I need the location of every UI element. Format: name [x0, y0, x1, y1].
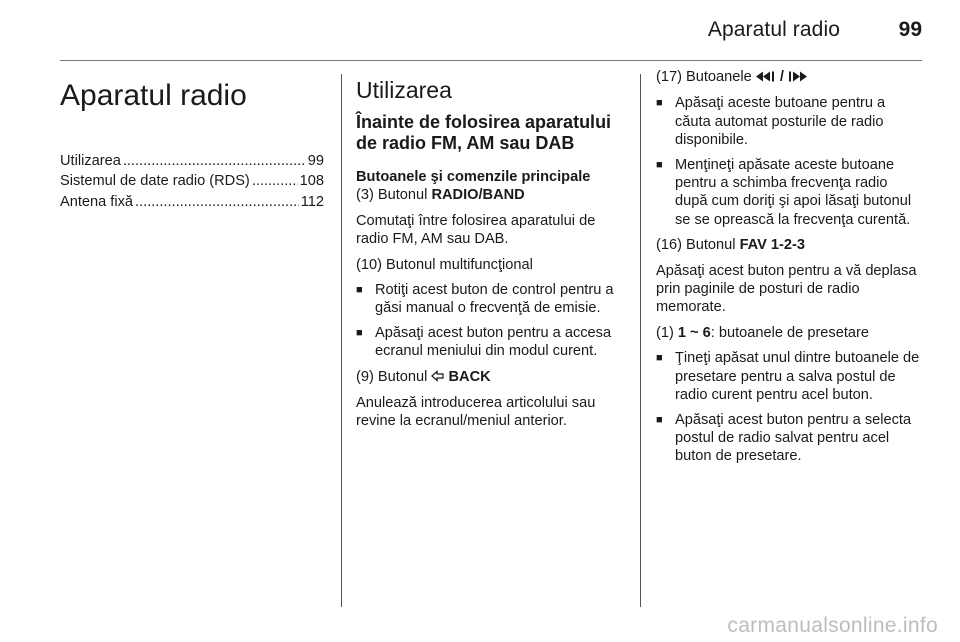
back-label [356, 368, 624, 387]
toc-leader [135, 193, 299, 211]
toc-label: Utilizarea [60, 153, 121, 169]
presets-suffix: : butoanele de presetare [710, 324, 869, 341]
header-page-number: 99 [898, 18, 922, 41]
fav-description: Apăsaţi acest buton pentru a vă deplasa prin paginile de posturi de radio memorate. [656, 262, 917, 316]
column-divider [341, 74, 342, 607]
radio-band-prefix: (3) Butonul [356, 187, 432, 204]
list-item: ■ Apăsaţi acest buton pentru a selecta postul de radio salvat pentru acel buton de presetare. [656, 411, 924, 466]
toc-entry[interactable] [60, 172, 324, 190]
toc-leader [123, 152, 306, 170]
seek-list [656, 94, 924, 229]
section-title: Utilizarea [356, 77, 452, 103]
list-item: ■ Apăsaţi acest buton pentru a accesa ecranul meniului din modul curent. [356, 324, 624, 361]
radio-band-label [356, 186, 624, 204]
list-item: ■ Rotiţi acest buton de control pentru a găsi manual o frecvenţă de emisie. [356, 281, 624, 318]
header-title: Aparatul radio [707, 18, 840, 41]
radio-band-description: Comutaţi între folosirea aparatului de radio FM, AM sau DAB. [356, 212, 596, 248]
fav-label [656, 236, 924, 254]
seek-label [656, 68, 924, 87]
watermark: carmanualsonline.info [727, 614, 938, 637]
list-item: ■ Apăsaţi aceste butoane pentru a căuta automat posturile de radio disponibile. [656, 94, 924, 149]
controls-heading: Butoanele şi comenzile principale [356, 169, 591, 185]
multifunction-title: (10) Butonul multifuncţional [356, 256, 533, 273]
fav-name: FAV 1-2-3 [739, 237, 805, 254]
toc-leader [252, 172, 298, 190]
seek-forward-icon [788, 69, 808, 87]
header-rule [60, 60, 922, 61]
multifunction-list [356, 281, 624, 361]
toc-entry[interactable] [60, 193, 324, 211]
table-of-contents [60, 152, 324, 211]
presets-prefix: (1) [656, 324, 678, 341]
toc-page: 99 [307, 153, 324, 169]
seek-back-icon [756, 69, 776, 87]
section-subtitle: Înainte de folosirea aparatului de radio FM, AM sau DAB [356, 112, 612, 153]
presets-list [656, 349, 924, 465]
toc-page: 112 [300, 193, 324, 210]
toc-label: Antena fixă [60, 193, 134, 210]
presets-name: 1 ~ 6 [677, 324, 711, 341]
back-arrow-icon [431, 369, 444, 387]
list-item: ■ Ţineţi apăsat unul dintre butoanele de presetare pentru a salva postul de radio curent pentru acel buton. [656, 349, 924, 404]
seek-separator: / [775, 69, 788, 85]
column-right [656, 70, 924, 473]
toc-page: 108 [299, 173, 324, 190]
chapter-title: Aparatul radio [60, 79, 247, 112]
fav-prefix: (16) Butonul [656, 237, 740, 254]
radio-band-name: RADIO/BAND [431, 187, 525, 204]
column-left [60, 70, 324, 213]
back-name: BACK [448, 368, 491, 385]
column-middle [356, 70, 624, 438]
back-description: Anulează introducerea articolului sau revine la ecranul/meniul anterior. [356, 395, 596, 430]
column-divider [640, 74, 641, 607]
toc-label: Sistemul de date radio (RDS) [60, 173, 250, 190]
toc-entry[interactable] [60, 152, 324, 170]
list-item: ■ Menţineţi apăsate aceste butoane pentru a schimba frecvenţa radio după cum doriţi şi apoi lăsaţi butonul se se oprească la frecvenţa curentă. [656, 156, 924, 230]
presets-label [656, 324, 924, 342]
seek-prefix: (17) Butoanele [656, 69, 756, 85]
page-header [0, 18, 922, 48]
back-prefix: (9) Butonul [356, 368, 432, 385]
